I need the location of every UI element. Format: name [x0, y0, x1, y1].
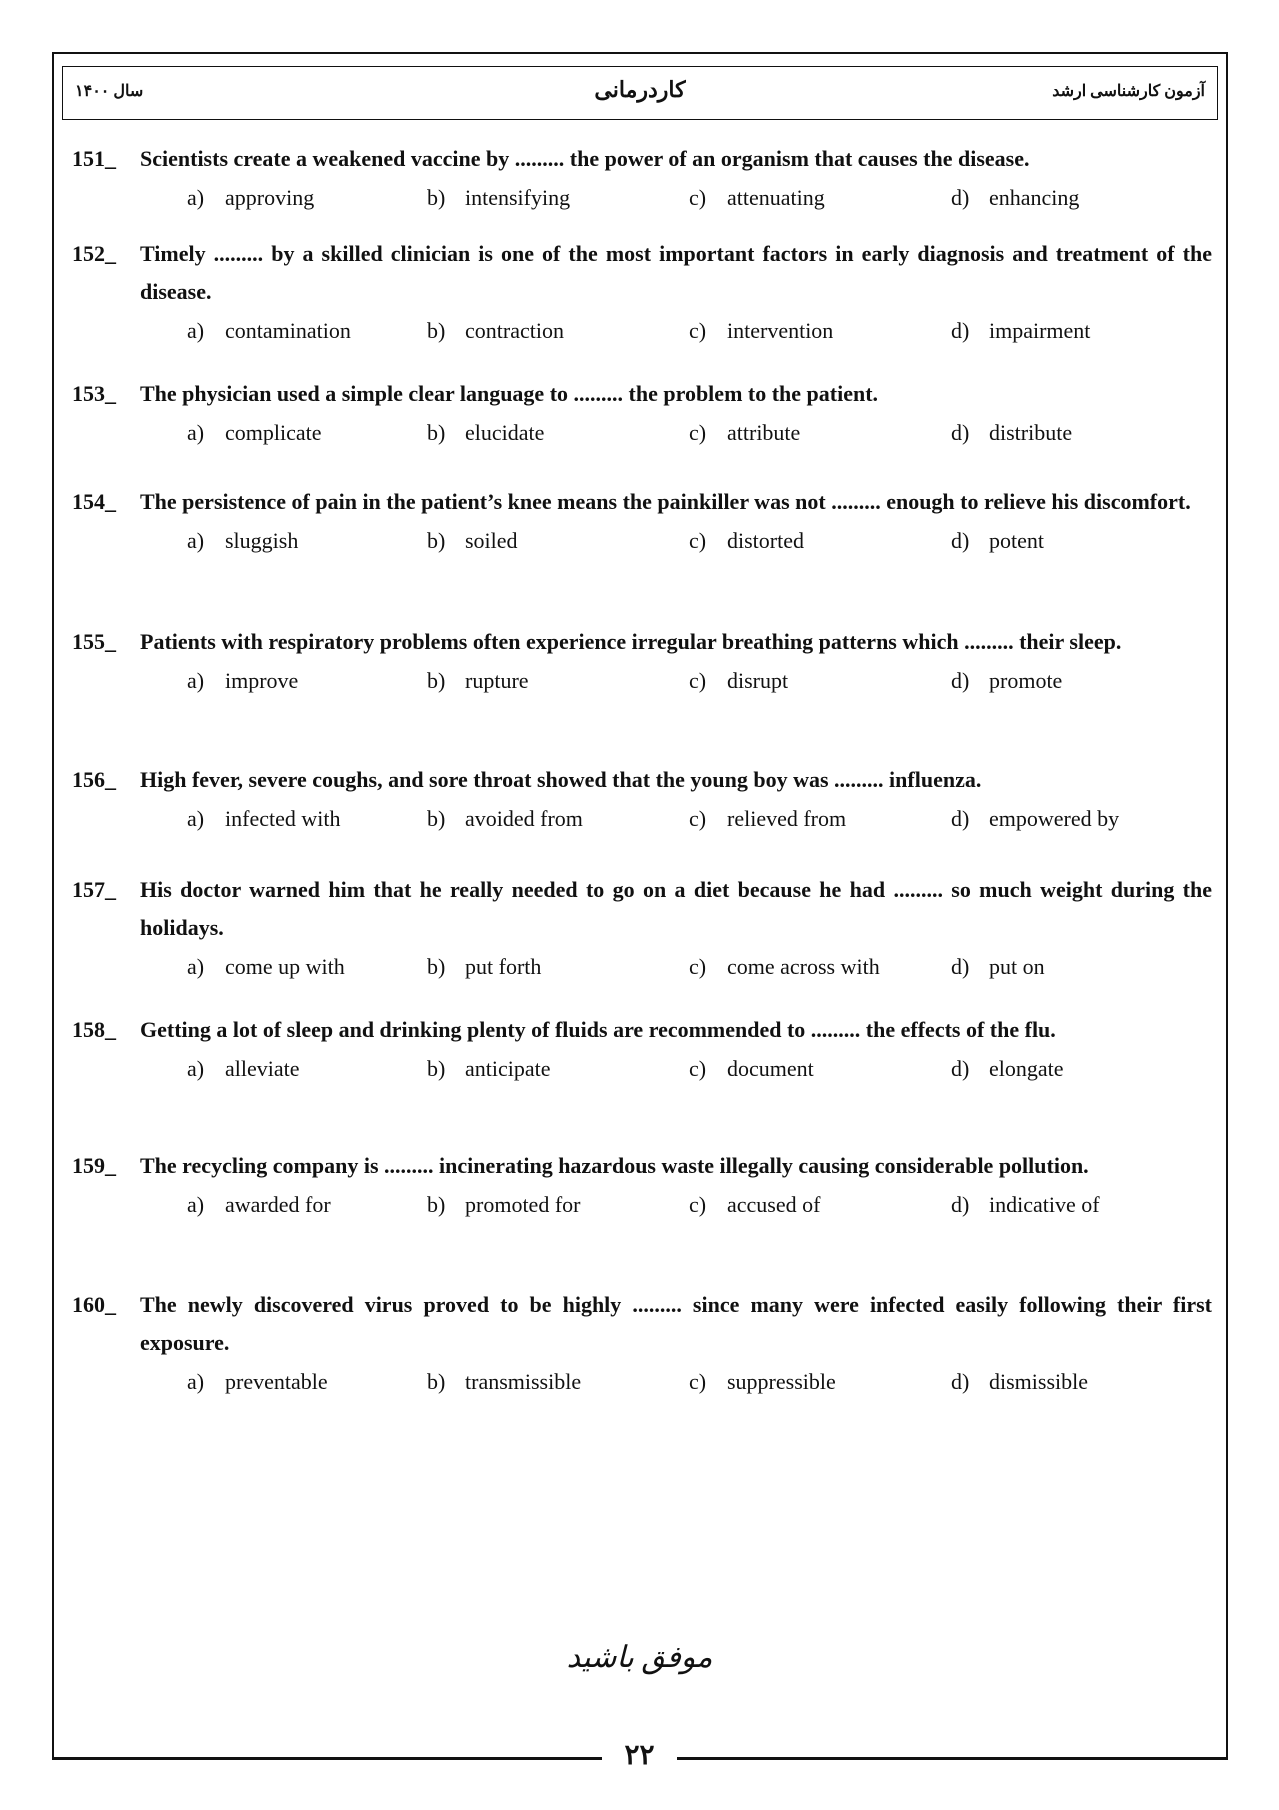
option-letter: c): [689, 528, 707, 553]
option-letter: c): [689, 185, 707, 210]
question-text: Scientists create a weakened vaccine by ......... the power of an organism that causes the disease.: [140, 146, 1030, 171]
option-text: disrupt: [727, 668, 789, 693]
answer-option[interactable]: [689, 1049, 951, 1089]
answer-option[interactable]: [427, 661, 689, 701]
option-text: approving: [225, 185, 315, 210]
answer-option[interactable]: [951, 413, 1191, 453]
option-letter: c): [689, 1056, 707, 1081]
question-number: 157_: [72, 877, 116, 902]
question-item: [62, 1147, 1218, 1225]
answer-option[interactable]: [951, 311, 1191, 351]
question-text: The newly discovered virus proved to be highly ......... since many were infected easily following their first exposure.: [140, 1292, 1212, 1355]
option-text: contamination: [225, 318, 351, 343]
page-number-wrapper: [0, 1738, 1279, 1772]
answer-option[interactable]: [951, 1362, 1191, 1402]
option-text: come across with: [727, 954, 880, 979]
answer-option[interactable]: [427, 947, 689, 987]
option-text: relieved from: [727, 806, 847, 831]
answer-option[interactable]: [427, 311, 689, 351]
option-text: distribute: [989, 420, 1073, 445]
question-text: Timely ......... by a skilled clinician is one of the most important factors in early diagnosis and treatment of the disease.: [140, 241, 1212, 304]
option-text: enhancing: [989, 185, 1080, 210]
answer-option[interactable]: [951, 1049, 1191, 1089]
option-letter: c): [689, 1192, 707, 1217]
question-stem: [62, 623, 1218, 661]
option-letter: d): [951, 420, 970, 445]
question-text: Patients with respiratory problems often experience irregular breathing patterns which ......... their sleep.: [140, 629, 1122, 654]
question-item: [62, 761, 1218, 839]
option-text: potent: [989, 528, 1044, 553]
answer-option[interactable]: [951, 799, 1191, 839]
option-letter: c): [689, 954, 707, 979]
option-letter: b): [427, 1056, 446, 1081]
option-letter: d): [951, 668, 970, 693]
option-text: distorted: [727, 528, 804, 553]
answer-option[interactable]: [689, 178, 951, 218]
option-letter: a): [187, 806, 205, 831]
option-text: indicative of: [989, 1192, 1100, 1217]
option-text: improve: [225, 668, 299, 693]
question-number: 158_: [72, 1017, 116, 1042]
header-year: سال ۱۴۰۰: [75, 83, 144, 100]
header-subject: کاردرمانی: [594, 77, 686, 102]
answer-option[interactable]: [187, 413, 427, 453]
answer-option[interactable]: [951, 947, 1191, 987]
option-letter: d): [951, 1056, 970, 1081]
option-letter: c): [689, 420, 707, 445]
question-stem: [62, 140, 1218, 178]
answer-option[interactable]: [689, 521, 951, 561]
option-letter: a): [187, 954, 205, 979]
question-stem: [62, 1147, 1218, 1185]
answer-option[interactable]: [951, 1185, 1191, 1225]
answer-option[interactable]: [187, 947, 427, 987]
question-stem: [62, 871, 1218, 947]
answer-option[interactable]: [187, 178, 427, 218]
answer-option[interactable]: [951, 661, 1191, 701]
answer-option[interactable]: [427, 521, 689, 561]
option-text: sluggish: [225, 528, 299, 553]
option-text: attenuating: [727, 185, 825, 210]
question-stem: [62, 483, 1218, 521]
option-letter: d): [951, 1369, 970, 1394]
question-item: [62, 375, 1218, 453]
option-text: avoided from: [465, 806, 583, 831]
answer-option[interactable]: [689, 1362, 951, 1402]
option-letter: c): [689, 318, 707, 343]
answer-option[interactable]: [187, 661, 427, 701]
option-letter: d): [951, 954, 970, 979]
option-text: soiled: [465, 528, 518, 553]
answer-option[interactable]: [427, 178, 689, 218]
option-text: rupture: [465, 668, 529, 693]
option-letter: b): [427, 185, 446, 210]
option-text: come up with: [225, 954, 345, 979]
option-letter: c): [689, 1369, 707, 1394]
option-text: complicate: [225, 420, 322, 445]
answer-option[interactable]: [427, 1362, 689, 1402]
option-text: document: [727, 1056, 814, 1081]
option-letter: d): [951, 806, 970, 831]
question-text: The recycling company is ......... incinerating hazardous waste illegally causing considerable pollution.: [140, 1153, 1089, 1178]
option-letter: a): [187, 318, 205, 343]
question-text: His doctor warned him that he really needed to go on a diet because he had ......... so much weight during the holidays.: [140, 877, 1212, 940]
option-letter: b): [427, 1369, 446, 1394]
option-letter: b): [427, 528, 446, 553]
question-item: [62, 235, 1218, 351]
option-text: infected with: [225, 806, 341, 831]
question-text: The persistence of pain in the patient’s knee means the painkiller was not ......... enough to relieve his discomfort.: [140, 489, 1191, 514]
question-number: 151_: [72, 146, 116, 171]
answer-options: [62, 413, 1218, 453]
option-letter: b): [427, 806, 446, 831]
option-letter: d): [951, 185, 970, 210]
option-text: empowered by: [989, 806, 1120, 831]
question-stem: [62, 1286, 1218, 1362]
question-item: [62, 1011, 1218, 1089]
good-luck-signature: موفق باشید: [566, 1641, 713, 1674]
question-text: High fever, severe coughs, and sore throat showed that the young boy was ......... influenza.: [140, 767, 982, 792]
answer-option[interactable]: [187, 311, 427, 351]
option-letter: a): [187, 668, 205, 693]
question-number: 160_: [72, 1292, 116, 1317]
option-text: attribute: [727, 420, 801, 445]
option-text: contraction: [465, 318, 564, 343]
answer-option[interactable]: [951, 521, 1191, 561]
option-letter: c): [689, 806, 707, 831]
option-letter: a): [187, 185, 205, 210]
option-letter: b): [427, 1192, 446, 1217]
option-letter: d): [951, 318, 970, 343]
answer-option[interactable]: [689, 661, 951, 701]
answer-option[interactable]: [689, 413, 951, 453]
option-letter: a): [187, 1369, 205, 1394]
option-text: impairment: [989, 318, 1091, 343]
option-letter: a): [187, 1056, 205, 1081]
answer-option[interactable]: [689, 1185, 951, 1225]
option-letter: d): [951, 1192, 970, 1217]
question-item: [62, 483, 1218, 561]
answer-option[interactable]: [187, 1362, 427, 1402]
question-item: [62, 623, 1218, 701]
answer-option[interactable]: [689, 799, 951, 839]
answer-option[interactable]: [187, 1049, 427, 1089]
page-header: [62, 66, 1218, 120]
option-text: put forth: [465, 954, 542, 979]
answer-options: [62, 521, 1218, 561]
option-letter: d): [951, 528, 970, 553]
answer-option[interactable]: [427, 799, 689, 839]
question-text: The physician used a simple clear language to ......... the problem to the patient.: [140, 381, 879, 406]
answer-options: [62, 1362, 1218, 1402]
option-letter: c): [689, 668, 707, 693]
answer-options: [62, 661, 1218, 701]
page-number: ۲۲: [602, 1740, 676, 1771]
option-text: dismissible: [989, 1369, 1089, 1394]
question-item: [62, 1286, 1218, 1402]
answer-options: [62, 178, 1218, 218]
answer-options: [62, 799, 1218, 839]
option-letter: b): [427, 954, 446, 979]
option-text: elucidate: [465, 420, 545, 445]
question-stem: [62, 761, 1218, 799]
option-text: preventable: [225, 1369, 328, 1394]
option-letter: b): [427, 668, 446, 693]
option-text: accused of: [727, 1192, 821, 1217]
question-number: 154_: [72, 489, 116, 514]
answer-options: [62, 1185, 1218, 1225]
answer-options: [62, 1049, 1218, 1089]
question-number: 156_: [72, 767, 116, 792]
option-text: anticipate: [465, 1056, 551, 1081]
option-letter: b): [427, 420, 446, 445]
question-number: 153_: [72, 381, 116, 406]
question-number: 155_: [72, 629, 116, 654]
option-text: alleviate: [225, 1056, 300, 1081]
option-text: awarded for: [225, 1192, 331, 1217]
answer-options: [62, 947, 1218, 987]
question-text: Getting a lot of sleep and drinking plenty of fluids are recommended to ......... the effects of the flu.: [140, 1017, 1056, 1042]
option-text: intervention: [727, 318, 834, 343]
answer-option[interactable]: [187, 1185, 427, 1225]
question-stem: [62, 1011, 1218, 1049]
option-text: put on: [989, 954, 1045, 979]
header-exam-title: آزمون کارشناسی ارشد: [1052, 83, 1205, 100]
answer-option[interactable]: [689, 947, 951, 987]
option-letter: a): [187, 528, 205, 553]
option-text: intensifying: [465, 185, 571, 210]
question-stem: [62, 375, 1218, 413]
question-number: 152_: [72, 241, 116, 266]
answer-option[interactable]: [427, 1049, 689, 1089]
question-number: 159_: [72, 1153, 116, 1178]
answer-option[interactable]: [187, 799, 427, 839]
option-letter: a): [187, 420, 205, 445]
option-text: suppressible: [727, 1369, 836, 1394]
option-text: promote: [989, 668, 1063, 693]
question-item: [62, 140, 1218, 218]
option-text: transmissible: [465, 1369, 582, 1394]
answer-option[interactable]: [951, 178, 1191, 218]
option-letter: a): [187, 1192, 205, 1217]
question-stem: [62, 235, 1218, 311]
option-letter: b): [427, 318, 446, 343]
answer-option[interactable]: [689, 311, 951, 351]
answer-option[interactable]: [427, 1185, 689, 1225]
option-text: elongate: [989, 1056, 1064, 1081]
answer-option[interactable]: [427, 413, 689, 453]
answer-option[interactable]: [187, 521, 427, 561]
question-item: [62, 871, 1218, 987]
answer-options: [62, 311, 1218, 351]
option-text: promoted for: [465, 1192, 581, 1217]
